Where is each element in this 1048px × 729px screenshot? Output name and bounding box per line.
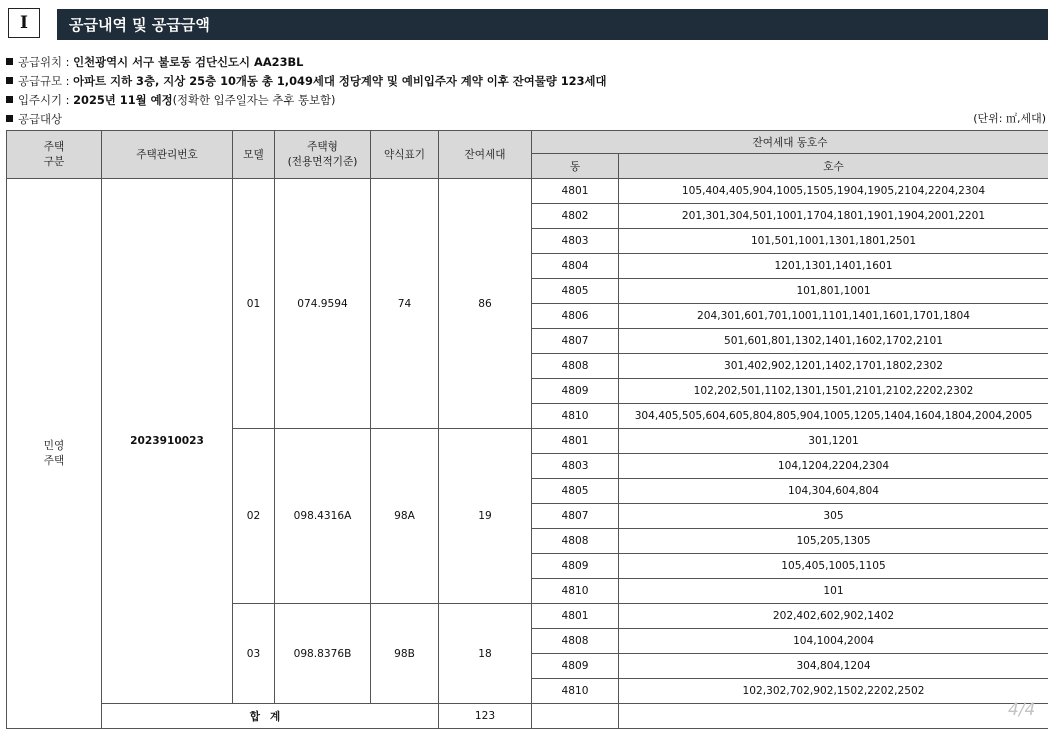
ho-cell: 304,804,1204	[619, 654, 1048, 679]
remaining-cell: 86	[439, 179, 532, 429]
dong-cell: 4807	[532, 329, 619, 354]
ho-cell: 105,404,405,904,1005,1505,1904,1905,2104,2204,2304	[619, 179, 1048, 204]
empty-dong-cell	[532, 704, 619, 729]
table-row	[7, 179, 1048, 204]
unit-note: (단위: ㎡,세대)	[973, 110, 1046, 126]
total-row	[7, 704, 1048, 729]
ho-cell: 304,405,505,604,605,804,805,904,1005,1205,1404,1604,1804,2004,2005	[619, 404, 1048, 429]
ho-cell: 104,1004,2004	[619, 629, 1048, 654]
dong-cell: 4809	[532, 654, 619, 679]
dong-cell: 4808	[532, 629, 619, 654]
ho-cell: 101	[619, 579, 1048, 604]
ho-cell: 105,405,1005,1105	[619, 554, 1048, 579]
dong-cell: 4810	[532, 404, 619, 429]
square-bullet-icon	[6, 77, 13, 84]
header-mgmt-number: 주택관리번호	[102, 131, 233, 179]
ho-cell: 101,501,1001,1301,1801,2501	[619, 229, 1048, 254]
square-bullet-icon	[6, 115, 13, 122]
info-target: 공급대상	[6, 110, 607, 129]
info-movein: 입주시기 : 2025년 11월 예정(정확한 입주일자는 추후 통보함)	[6, 91, 607, 110]
page-number: 4/4	[1008, 700, 1035, 720]
short-label-cell: 74	[371, 179, 439, 429]
ho-cell: 104,304,604,804	[619, 479, 1048, 504]
section-title: 공급내역 및 공급금액	[57, 9, 1048, 40]
header-housing-type: 주택형 (전용면적기준)	[275, 131, 371, 179]
header-dongho: 잔여세대 동호수	[532, 131, 1048, 154]
ho-cell: 201,301,304,501,1001,1704,1801,1901,1904,2001,2201	[619, 204, 1048, 229]
dong-cell: 4801	[532, 604, 619, 629]
info-scale: 공급규모 : 아파트 지하 3층, 지상 25층 10개동 총 1,049세대 정당계약 및 예비입주자 계약 이후 잔여물량 123세대	[6, 72, 607, 91]
mgmt-number-cell: 2023910023	[102, 179, 233, 704]
dong-cell: 4810	[532, 679, 619, 704]
total-label: 합계	[102, 704, 439, 729]
housing-type-cell: 098.4316A	[275, 429, 371, 604]
short-label-cell: 98A	[371, 429, 439, 604]
remaining-cell: 18	[439, 604, 532, 704]
empty-ho-cell	[619, 704, 1048, 729]
dong-cell: 4803	[532, 454, 619, 479]
header-ho: 호수	[619, 154, 1048, 179]
table-body	[7, 179, 1048, 729]
info-location: 공급위치 : 인천광역시 서구 불로동 검단신도시 AA23BL	[6, 53, 607, 72]
remaining-cell: 19	[439, 429, 532, 604]
dong-cell: 4801	[532, 179, 619, 204]
house-type-cell: 민영 주택	[7, 179, 102, 729]
dong-cell: 4802	[532, 204, 619, 229]
model-cell: 03	[233, 604, 275, 704]
supply-info	[6, 53, 607, 129]
dong-cell: 4804	[532, 254, 619, 279]
dong-cell: 4803	[532, 229, 619, 254]
dong-cell: 4801	[532, 429, 619, 454]
header-model: 모델	[233, 131, 275, 179]
supply-table	[6, 130, 1048, 729]
ho-cell: 305	[619, 504, 1048, 529]
housing-type-cell: 098.8376B	[275, 604, 371, 704]
header-short-label: 약식표기	[371, 131, 439, 179]
ho-cell: 1201,1301,1401,1601	[619, 254, 1048, 279]
ho-cell: 101,801,1001	[619, 279, 1048, 304]
section-header	[8, 8, 1048, 40]
model-cell: 01	[233, 179, 275, 429]
header-dong: 동	[532, 154, 619, 179]
dong-cell: 4808	[532, 354, 619, 379]
square-bullet-icon	[6, 96, 13, 103]
ho-cell: 104,1204,2204,2304	[619, 454, 1048, 479]
dong-cell: 4810	[532, 579, 619, 604]
header-remaining: 잔여세대	[439, 131, 532, 179]
dong-cell: 4807	[532, 504, 619, 529]
square-bullet-icon	[6, 58, 13, 65]
dong-cell: 4809	[532, 554, 619, 579]
ho-cell: 204,301,601,701,1001,1101,1401,1601,1701,1804	[619, 304, 1048, 329]
model-cell: 02	[233, 429, 275, 604]
ho-cell: 105,205,1305	[619, 529, 1048, 554]
header-house-type: 주택 구분	[7, 131, 102, 179]
ho-cell: 301,402,902,1201,1402,1701,1802,2302	[619, 354, 1048, 379]
ho-cell: 501,601,801,1302,1401,1602,1702,2101	[619, 329, 1048, 354]
dong-cell: 4805	[532, 479, 619, 504]
dong-cell: 4805	[532, 279, 619, 304]
short-label-cell: 98B	[371, 604, 439, 704]
total-value: 123	[439, 704, 532, 729]
ho-cell: 301,1201	[619, 429, 1048, 454]
dong-cell: 4806	[532, 304, 619, 329]
ho-cell: 202,402,602,902,1402	[619, 604, 1048, 629]
ho-cell: 102,302,702,902,1502,2202,2502	[619, 679, 1048, 704]
section-number: I	[8, 8, 40, 38]
dong-cell: 4808	[532, 529, 619, 554]
housing-type-cell: 074.9594	[275, 179, 371, 429]
ho-cell: 102,202,501,1102,1301,1501,2101,2102,2202,2302	[619, 379, 1048, 404]
dong-cell: 4809	[532, 379, 619, 404]
